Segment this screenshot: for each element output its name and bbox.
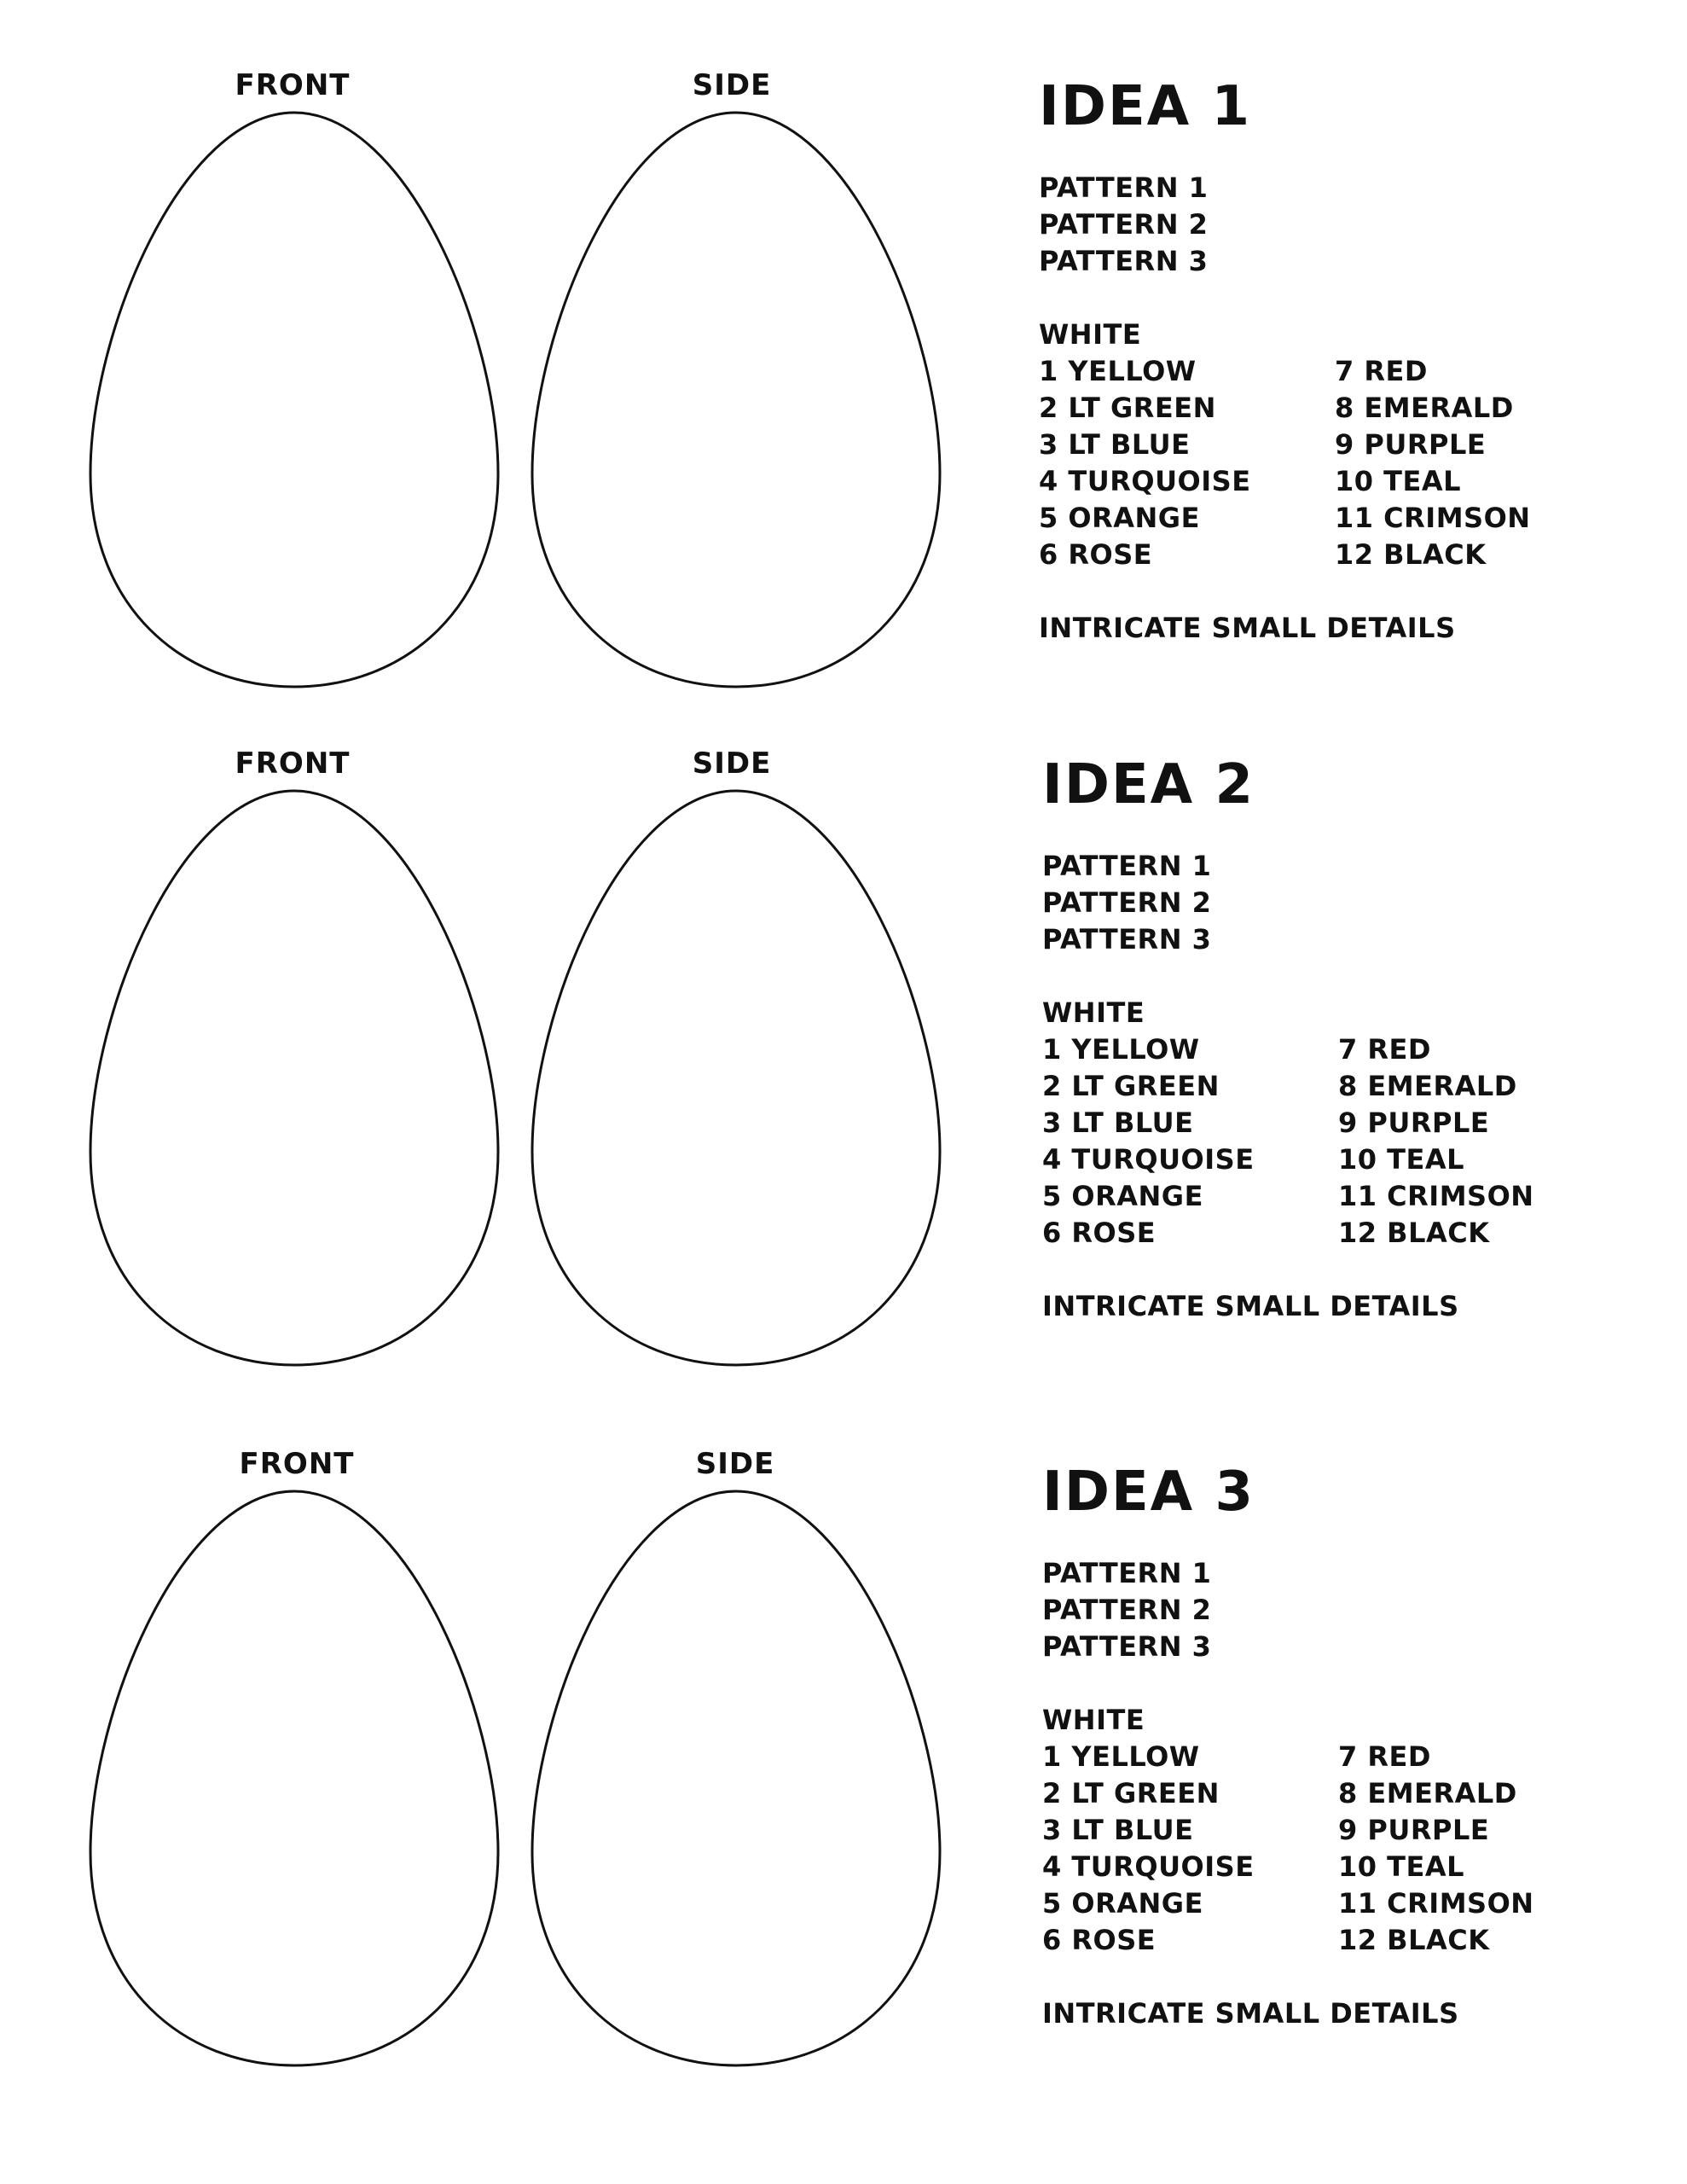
side-egg-outline[interactable]	[530, 1490, 942, 2068]
color-option: 12 BLACK	[1335, 538, 1487, 571]
color-option: 6 ROSE	[1042, 1217, 1157, 1249]
color-option: 11 CRIMSON	[1338, 1180, 1534, 1212]
pattern-option: PATTERN 1	[1042, 1557, 1212, 1589]
color-option: 1 YELLOW	[1042, 1740, 1200, 1773]
color-option: 8 EMERALD	[1335, 392, 1514, 424]
color-option: 1 YELLOW	[1039, 355, 1197, 387]
color-option: 5 ORANGE	[1042, 1887, 1203, 1920]
color-option: 6 ROSE	[1039, 538, 1153, 571]
color-option: 1 YELLOW	[1042, 1033, 1200, 1066]
idea-section-1	[0, 0, 1687, 700]
color-option: 3 LT BLUE	[1039, 428, 1191, 461]
pattern-option: PATTERN 3	[1042, 1630, 1212, 1663]
white-label: WHITE	[1042, 996, 1145, 1029]
white-label: WHITE	[1042, 1704, 1145, 1736]
color-option: 11 CRIMSON	[1335, 502, 1531, 534]
color-option: 2 LT GREEN	[1039, 392, 1216, 424]
color-option: 4 TURQUOISE	[1042, 1143, 1255, 1176]
color-option: 9 PURPLE	[1335, 428, 1487, 461]
color-option: 6 ROSE	[1042, 1924, 1157, 1956]
color-option: 10 TEAL	[1338, 1143, 1465, 1176]
front-label: FRONT	[235, 746, 351, 781]
front-label: FRONT	[235, 68, 351, 102]
color-option: 2 LT GREEN	[1042, 1777, 1220, 1809]
pattern-option: PATTERN 3	[1039, 245, 1209, 277]
side-label: SIDE	[692, 746, 772, 781]
front-egg-outline[interactable]	[88, 1490, 501, 2068]
front-egg-outline[interactable]	[88, 111, 501, 689]
color-option: 5 ORANGE	[1042, 1180, 1203, 1212]
side-egg-outline[interactable]	[530, 111, 942, 689]
idea-title: IDEA 3	[1042, 1461, 1255, 1524]
color-option: 4 TURQUOISE	[1042, 1850, 1255, 1883]
color-option: 10 TEAL	[1335, 465, 1462, 497]
pattern-option: PATTERN 3	[1042, 923, 1212, 956]
color-option: 3 LT BLUE	[1042, 1814, 1194, 1846]
pattern-option: PATTERN 2	[1039, 208, 1209, 241]
color-option: 7 RED	[1338, 1740, 1431, 1773]
side-label: SIDE	[692, 68, 772, 102]
color-option: 8 EMERALD	[1338, 1777, 1517, 1809]
side-label: SIDE	[695, 1447, 775, 1481]
pattern-option: PATTERN 2	[1042, 886, 1212, 919]
color-option: 12 BLACK	[1338, 1924, 1490, 1956]
color-option: 4 TURQUOISE	[1039, 465, 1251, 497]
color-option: 3 LT BLUE	[1042, 1107, 1194, 1139]
color-option: 8 EMERALD	[1338, 1070, 1517, 1102]
side-egg-outline[interactable]	[530, 789, 942, 1368]
color-option: 7 RED	[1335, 355, 1428, 387]
color-option: 5 ORANGE	[1039, 502, 1200, 534]
idea-section-3	[0, 1379, 1687, 2078]
idea-title: IDEA 2	[1042, 753, 1255, 816]
pattern-option: PATTERN 2	[1042, 1594, 1212, 1626]
color-option: 7 RED	[1338, 1033, 1431, 1066]
front-label: FRONT	[239, 1447, 355, 1481]
color-option: 10 TEAL	[1338, 1850, 1465, 1883]
pattern-option: PATTERN 1	[1042, 850, 1212, 882]
details-label: INTRICATE SMALL DETAILS	[1042, 1997, 1459, 2030]
color-option: 12 BLACK	[1338, 1217, 1490, 1249]
idea-section-2	[0, 678, 1687, 1378]
white-label: WHITE	[1039, 318, 1142, 351]
color-option: 9 PURPLE	[1338, 1107, 1490, 1139]
color-option: 9 PURPLE	[1338, 1814, 1490, 1846]
front-egg-outline[interactable]	[88, 789, 501, 1368]
color-option: 11 CRIMSON	[1338, 1887, 1534, 1920]
color-option: 2 LT GREEN	[1042, 1070, 1220, 1102]
idea-title: IDEA 1	[1039, 75, 1251, 138]
details-label: INTRICATE SMALL DETAILS	[1042, 1290, 1459, 1322]
details-label: INTRICATE SMALL DETAILS	[1039, 612, 1456, 644]
pattern-option: PATTERN 1	[1039, 171, 1209, 204]
